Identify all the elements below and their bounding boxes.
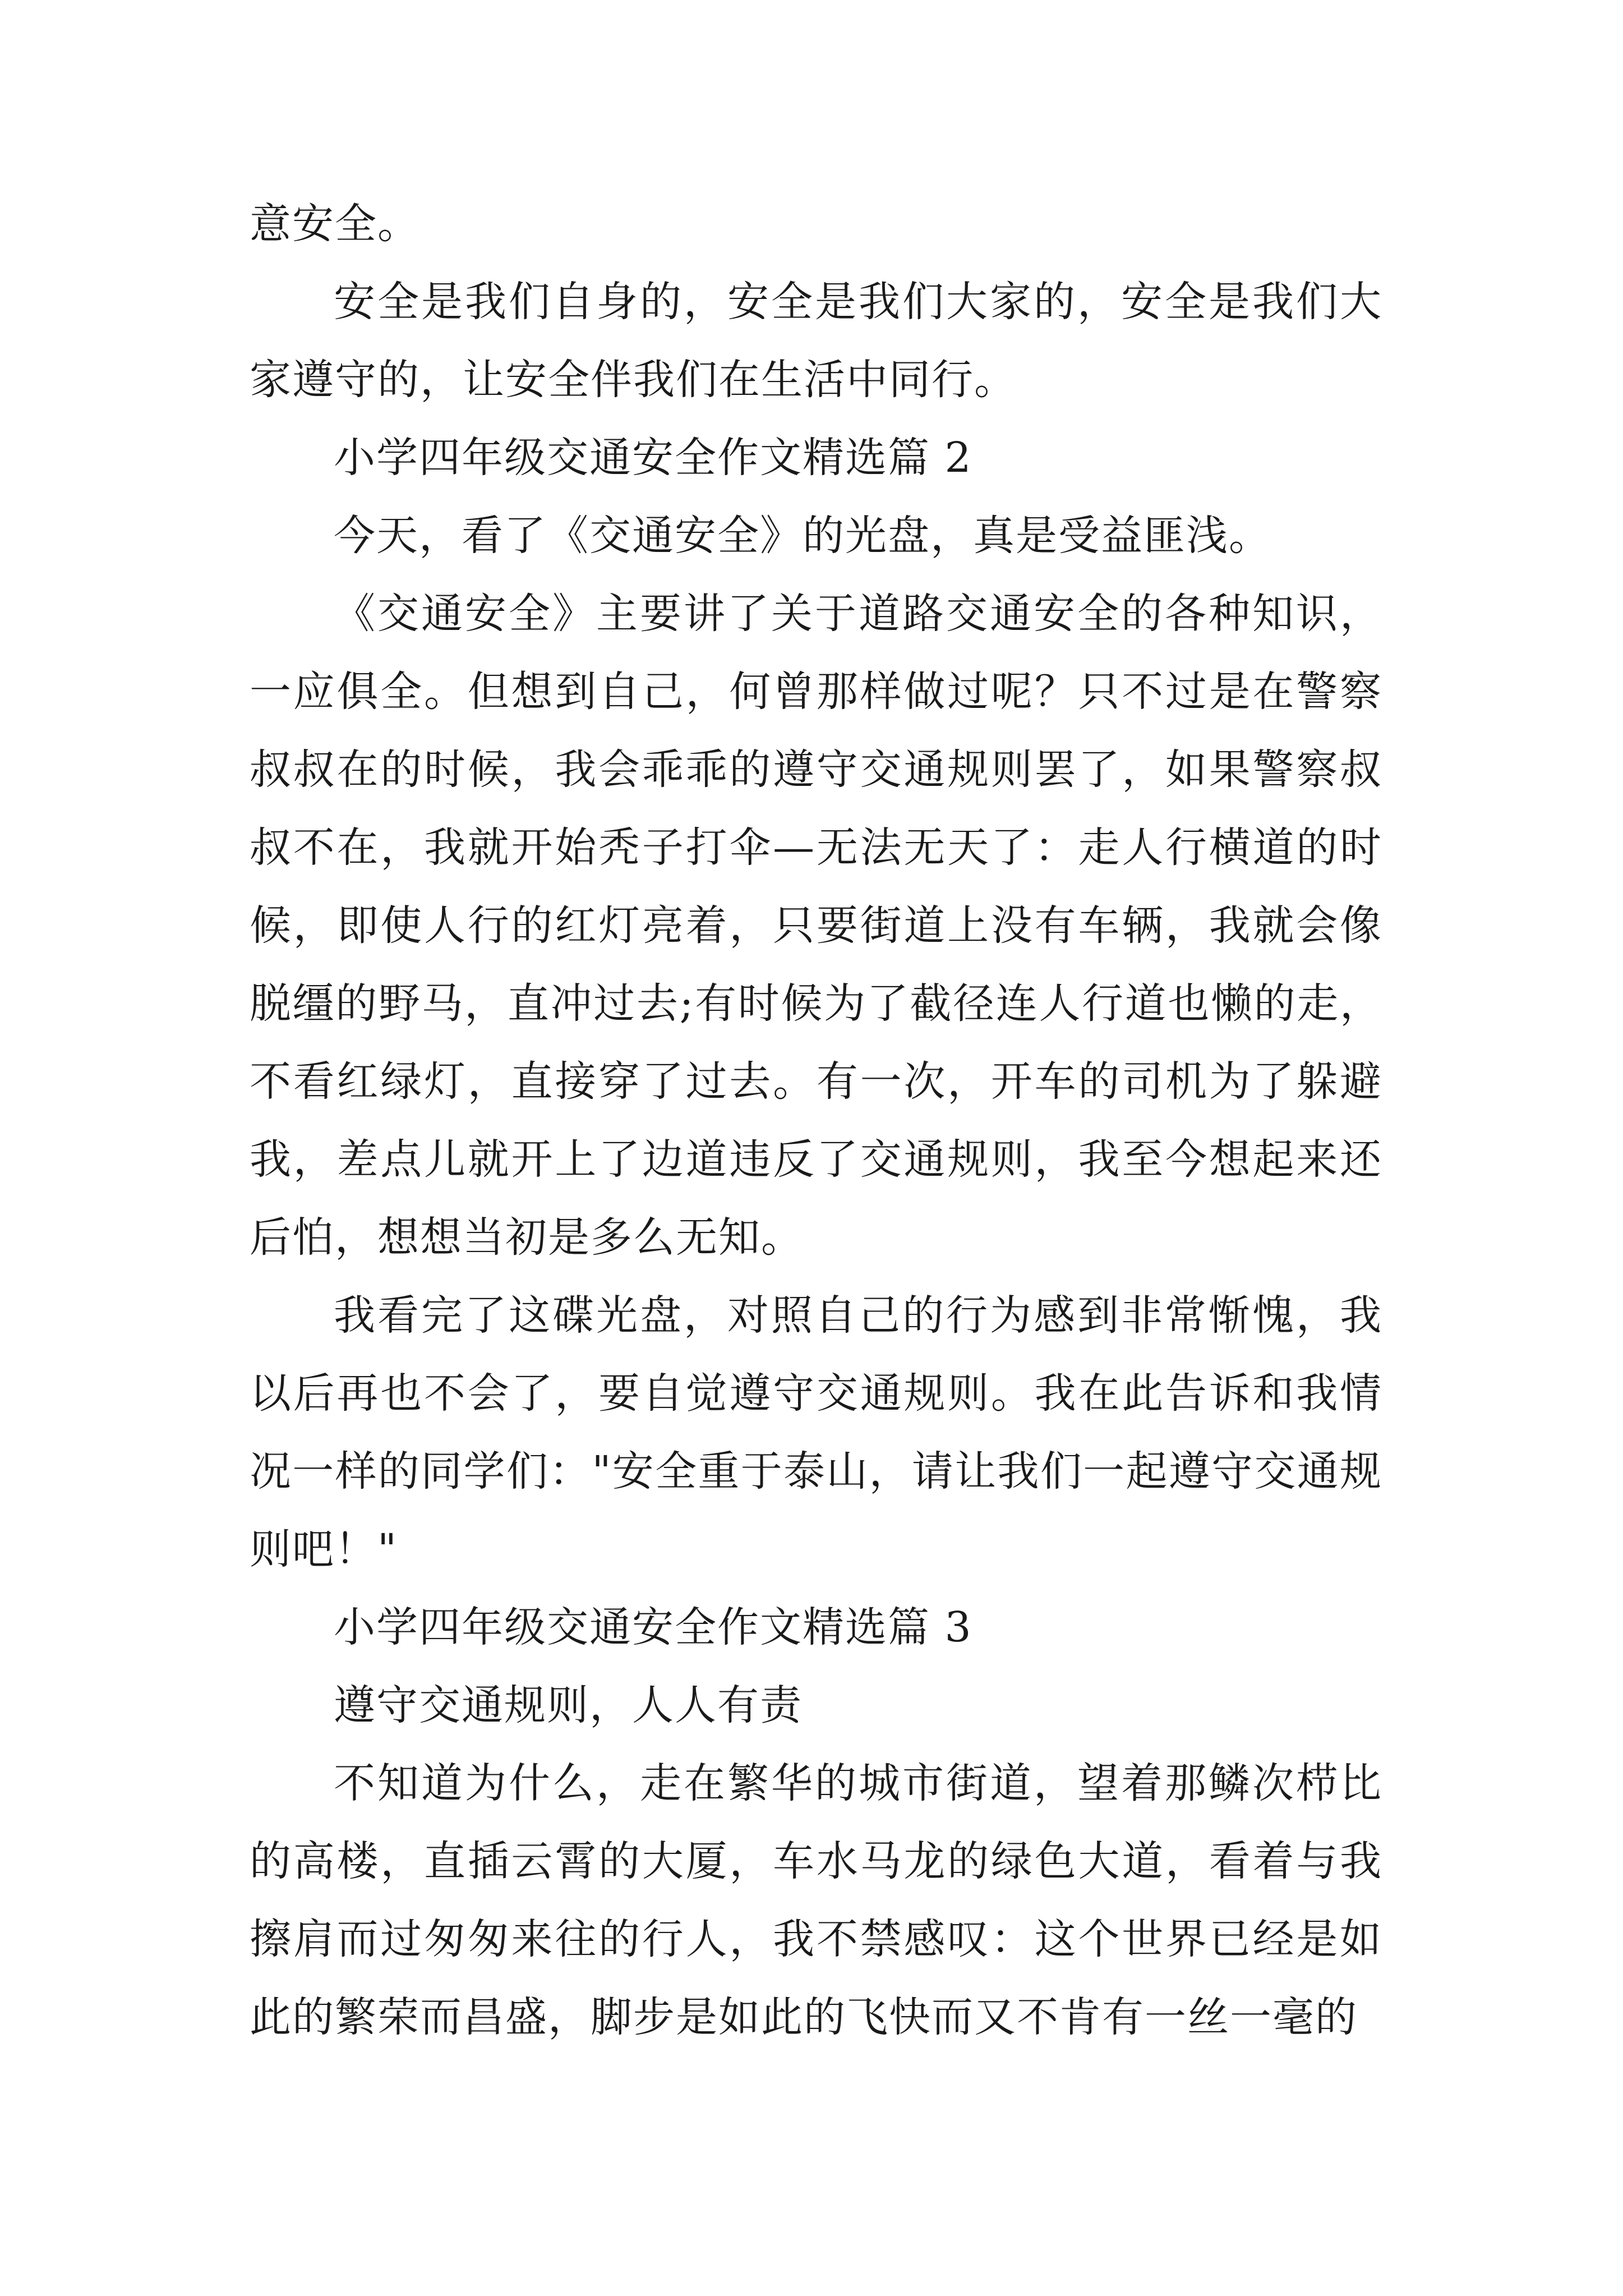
- essay-heading-3: 小学四年级交通安全作文精选篇 3: [334, 1603, 972, 1651]
- paragraph-safety-closing: 安全是我们自身的，安全是我们大家的，安全是我们大家遵守的，让安全伴我们在生活中同行。: [250, 278, 1382, 404]
- paragraph-intro-3: 不知道为什么，走在繁华的城市街道，望着那鳞次栉比的高楼，直插云霄的大厦，车水马龙的绿色大道，看着与我擦肩而过匆匆来往的行人，我不禁感叹：这个世界已经是如此的繁荣而昌盛，脚步是如此的飞快而又不肯有一丝一毫的: [250, 1759, 1382, 2041]
- essay-subtitle-3: 遵守交通规则，人人有责: [334, 1681, 803, 1729]
- paragraph-conclusion-2: 我看完了这碟光盘，对照自己的行为感到非常惭愧，我以后再也不会了，要自觉遵守交通规则。我在此告诉和我情况一样的同学们："安全重于泰山，请让我们一起遵守交通规则吧！": [250, 1291, 1382, 1573]
- paragraph-body-2: 《交通安全》主要讲了关于道路交通安全的各种知识，一应俱全。但想到自己，何曾那样做过呢？只不过是在警察叔叔在的时候，我会乖乖的遵守交通规则罢了，如果警察叔叔不在，我就开始秃子打伞—无法无天了：走人行横道的时候，即使人行的红灯亮着，只要街道上没有车辆，我就会像脱缰的野马，直冲过去;有时候为了截径连人行道也懒的走，不看红绿灯，直接穿了过去。有一次，开车的司机为了躲避我，差点儿就开上了边道违反了交通规则，我至今想起来还后怕，想想当初是多么无知。: [250, 590, 1382, 1262]
- paragraph-intro-2: 今天，看了《交通安全》的光盘，真是受益匪浅。: [334, 512, 1271, 560]
- essay-heading-2: 小学四年级交通安全作文精选篇 2: [334, 434, 972, 482]
- document-body: [250, 185, 1382, 2056]
- paragraph-continuation: 意安全。: [250, 200, 420, 248]
